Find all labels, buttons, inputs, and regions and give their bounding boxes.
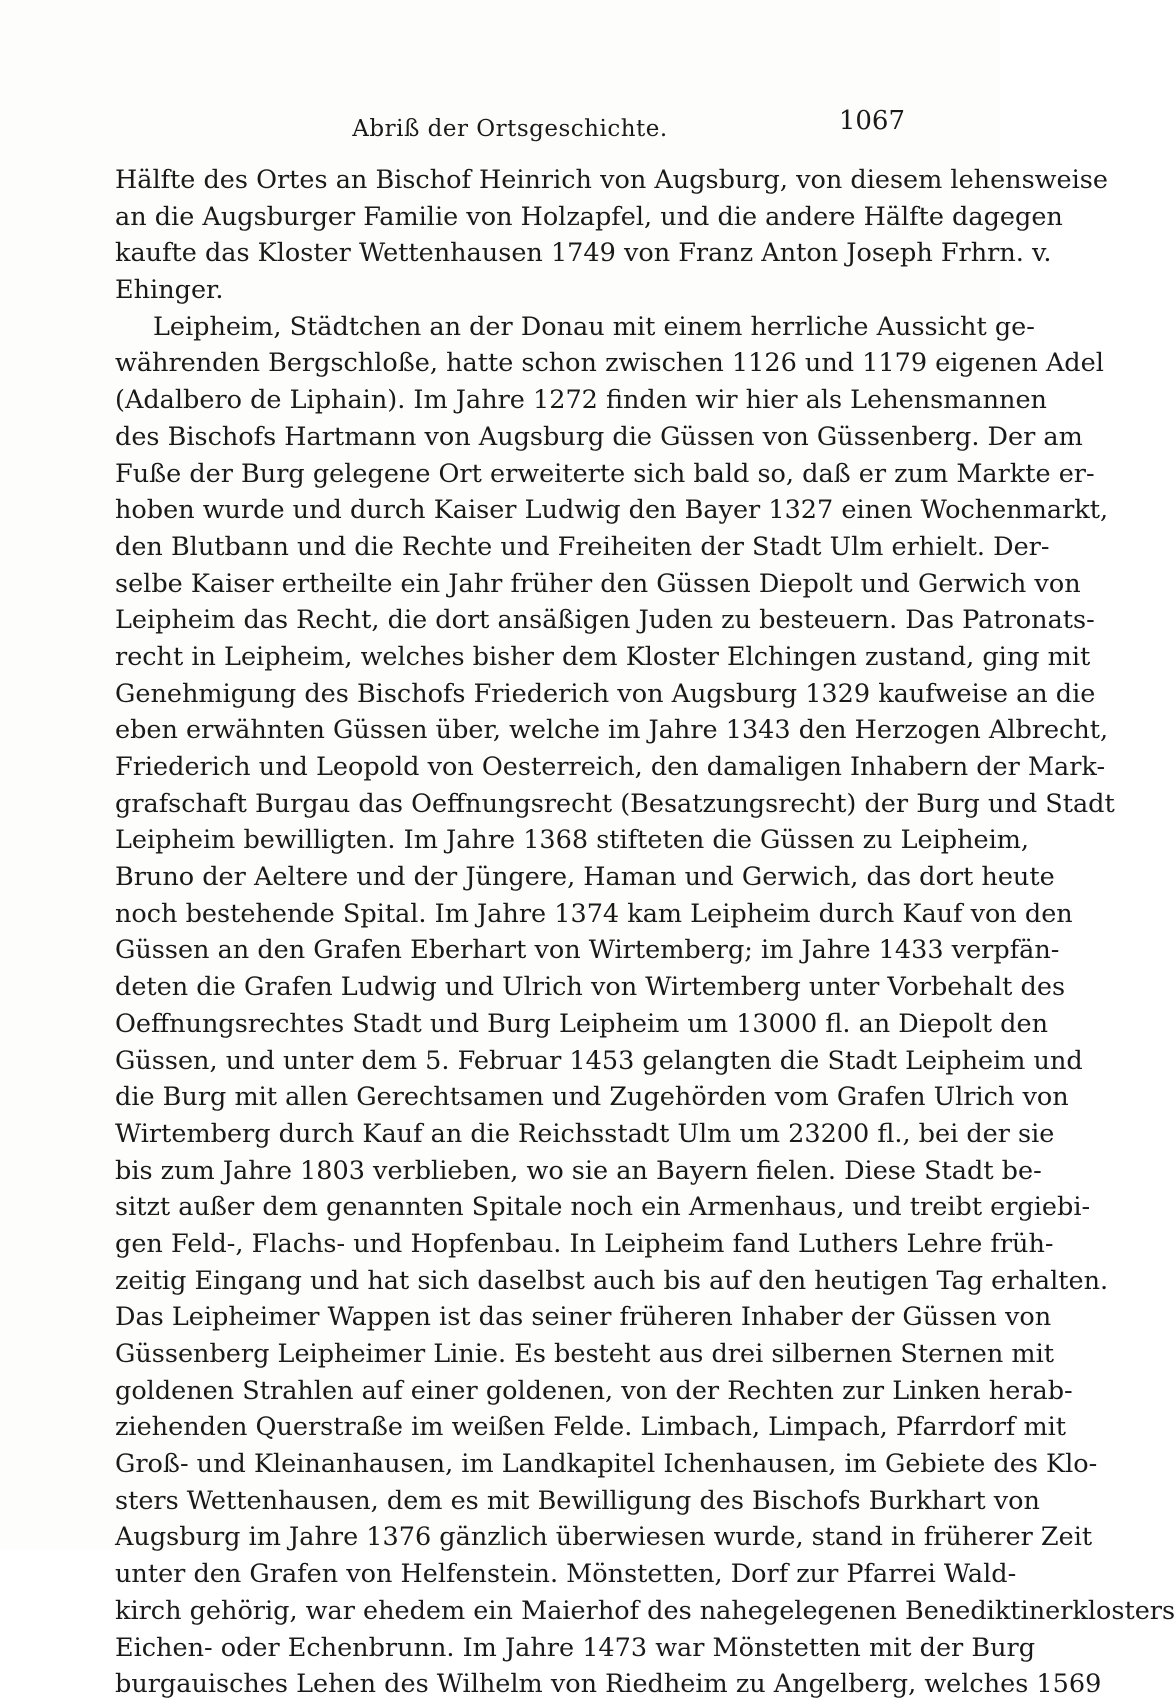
page-number: 1067: [838, 106, 905, 136]
text-line: Fuße der Burg gelegene Ort erweiterte sich bald so, daß er zum Markte er-: [115, 458, 1095, 489]
text-line: Bruno der Aeltere und der Jüngere, Haman und Gerwich, das dort heute: [115, 862, 1055, 893]
text-line: selbe Kaiser ertheilte ein Jahr früher den Güssen Diepolt und Gerwich von: [115, 568, 1081, 599]
text-line: Hälfte des Ortes an Bischof Heinrich von Augsburg, von diesem lehensweise: [115, 165, 1108, 195]
text-line: an die Augsburger Familie von Holzapfel, und die andere Hälfte dagegen: [115, 201, 1063, 232]
text-line: Augsburg im Jahre 1376 gänzlich überwiesen wurde, stand in früherer Zeit: [115, 1522, 1093, 1553]
text-line: Friederich und Leopold von Oesterreich, den damaligen Inhabern der Mark-: [115, 752, 1106, 782]
text-line: Leipheim, Städtchen an der Donau mit einem herrliche Aussicht ge-: [153, 311, 1035, 342]
text-line: Oeffnungsrechtes Stadt und Burg Leipheim um 13000 fl. an Diepolt den: [115, 1008, 1049, 1039]
text-line: kirch gehörig, war ehedem ein Maierhof des nahegelegenen Benediktinerklosters: [115, 1595, 1175, 1626]
text-line: gen Feld-, Flachs- und Hopfenbau. In Leipheim fand Luthers Lehre früh-: [115, 1228, 1054, 1259]
text-line: Güssen an den Grafen Eberhart von Wirtemberg; im Jahre 1433 verpfän-: [115, 935, 1060, 966]
text-line: kaufte das Kloster Wettenhausen 1749 von Franz Anton Joseph Frhrn. v.: [115, 238, 1052, 269]
text-line: Ehinger.: [115, 275, 224, 306]
text-line: Leipheim das Recht, die dort ansäßigen Juden zu besteuern. Das Patronats-: [115, 605, 1095, 636]
running-title: Abriß der Ortsgeschichte.: [352, 116, 668, 142]
body-text: [115, 162, 1175, 1703]
text-line: goldenen Strahlen auf einer goldenen, von der Rechten zur Linken herab-: [115, 1375, 1073, 1406]
text-line: unter den Grafen von Helfenstein. Mönstetten, Dorf zur Pfarrei Wald-: [115, 1559, 1017, 1590]
text-line: deten die Grafen Ludwig und Ulrich von Wirtemberg unter Vorbehalt des: [115, 972, 1066, 1003]
text-line: (Adalbero de Liphain). Im Jahre 1272 finden wir hier als Lehensmannen: [115, 385, 1047, 416]
text-line: Das Leipheimer Wappen ist das seiner früheren Inhaber der Güssen von: [115, 1302, 1052, 1333]
text-line: Eichen- oder Echenbrunn. Im Jahre 1473 war Mönstetten mit der Burg: [115, 1632, 1036, 1663]
running-head: [115, 106, 905, 146]
text-line: recht in Leipheim, welches bisher dem Kloster Elchingen zustand, ging mit: [115, 641, 1091, 672]
text-line: die Burg mit allen Gerechtsamen und Zugehörden vom Grafen Ulrich von: [115, 1082, 1069, 1113]
text-line: Güssenberg Leipheimer Linie. Es besteht aus drei silbernen Sternen mit: [115, 1339, 1054, 1369]
text-line: sters Wettenhausen, dem es mit Bewilligung des Bischofs Burkhart von: [115, 1485, 1040, 1516]
text-line: Genehmigung des Bischofs Friederich von Augsburg 1329 kaufweise an die: [115, 678, 1096, 709]
text-line: sitzt außer dem genannten Spitale noch ein Armenhaus, und treibt ergiebi-: [115, 1192, 1091, 1223]
text-line: hoben wurde und durch Kaiser Ludwig den Bayer 1327 einen Wochenmarkt,: [115, 495, 1109, 526]
text-line: Leipheim bewilligten. Im Jahre 1368 stifteten die Güssen zu Leipheim,: [115, 825, 1030, 856]
text-line: Güssen, und unter dem 5. Februar 1453 gelangten die Stadt Leipheim und: [115, 1045, 1083, 1076]
text-line: den Blutbann und die Rechte und Freiheiten der Stadt Ulm erhielt. Der-: [115, 531, 1050, 562]
text-line: grafschaft Burgau das Oeffnungsrecht (Besatzungsrecht) der Burg und Stadt: [115, 788, 1115, 819]
text-line: des Bischofs Hartmann von Augsburg die Güssen von Güssenberg. Der am: [115, 421, 1083, 452]
text-line: zeitig Eingang und hat sich daselbst auch bis auf den heutigen Tag erhalten.: [115, 1265, 1109, 1296]
text-line: Groß- und Kleinanhausen, im Landkapitel Ichenhausen, im Gebiete des Klo-: [115, 1449, 1098, 1480]
text-line: bis zum Jahre 1803 verblieben, wo sie an Bayern fielen. Diese Stadt be-: [115, 1155, 1042, 1186]
text-line: burgauisches Lehen des Wilhelm von Riedheim zu Angelberg, welches 1569: [115, 1669, 1102, 1700]
text-line: ziehenden Querstraße im weißen Felde. Limbach, Limpach, Pfarrdorf mit: [115, 1412, 1067, 1443]
text-line: Wirtemberg durch Kauf an die Reichsstadt Ulm um 23200 fl., bei der sie: [115, 1118, 1055, 1149]
text-line: währenden Bergschloße, hatte schon zwischen 1126 und 1179 eigenen Adel: [115, 348, 1104, 379]
text-line: eben erwähnten Güssen über, welche im Jahre 1343 den Herzogen Albrecht,: [115, 715, 1109, 746]
text-line: noch bestehende Spital. Im Jahre 1374 kam Leipheim durch Kauf von den: [115, 898, 1073, 929]
